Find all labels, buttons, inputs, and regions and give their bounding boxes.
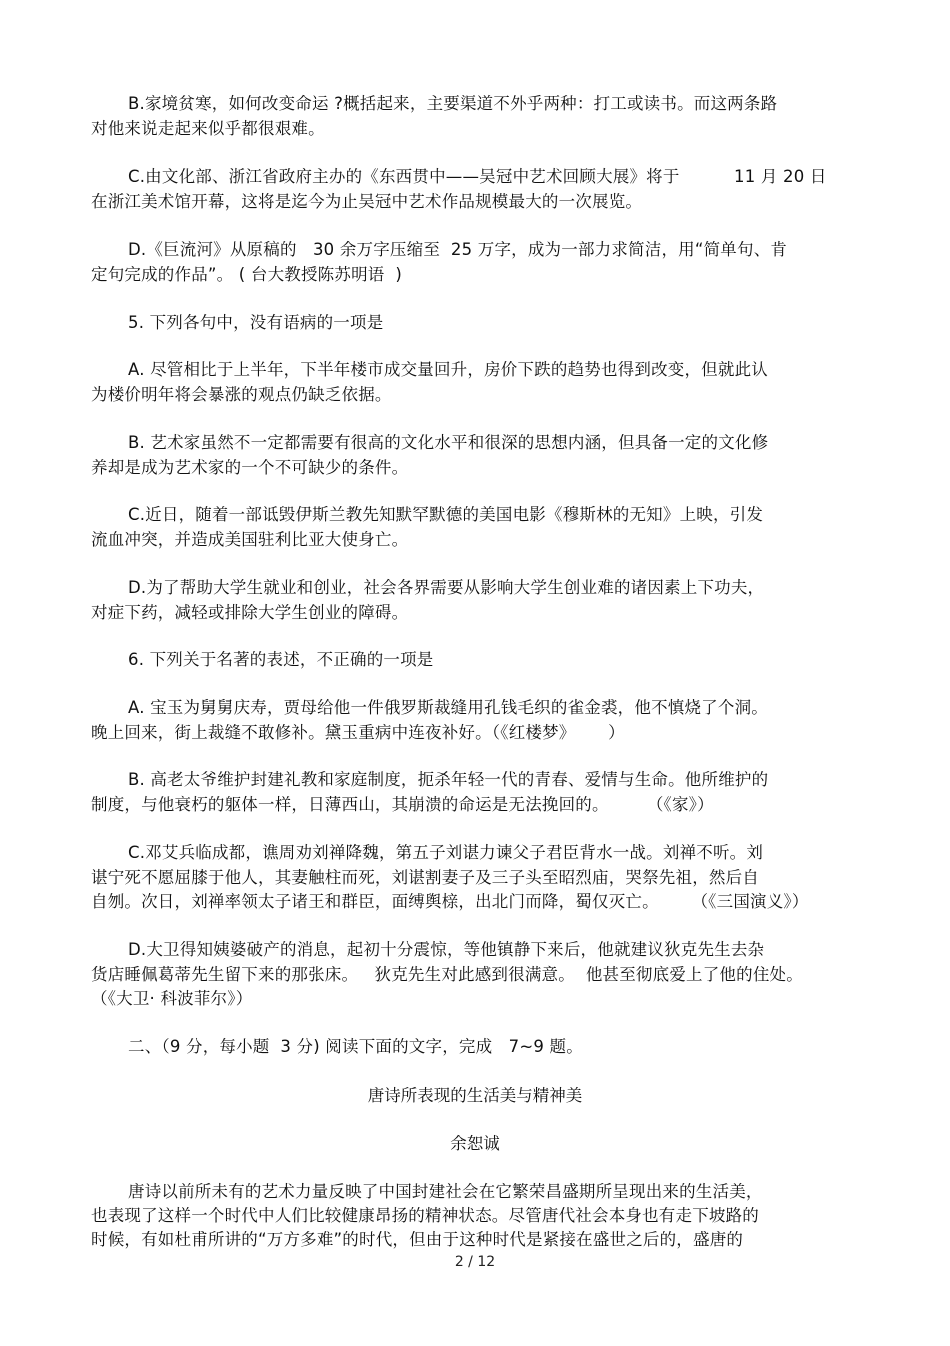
text-line: 定句完成的作品”。 ( 台大教授陈苏明语 ) (91, 265, 403, 284)
text-line: 流血冲突，并造成美国驻利比亚大使身亡。 (91, 530, 409, 549)
text-line: C.近日，随着一部诋毁伊斯兰教先知默罕默德的美国电影《穆斯林的无知》上映，引发 (128, 505, 764, 524)
text-line: C.由文化部、浙江省政府主办的《东西贯中——吴冠中艺术回顾大展》将于 11 月 20 日 (128, 167, 827, 186)
question-5-stem: 5. 下列各句中，没有语病的一项是 (128, 313, 384, 332)
text-line: B. 艺术家虽然不一定都需要有很高的文化水平和很深的思想内涵，但具备一定的文化修 (128, 433, 769, 452)
text-line: D.为了帮助大学生就业和创业，社会各界需要从影响大学生创业难的诸因素上下功夫， (128, 578, 765, 597)
text-line: 也表现了这样一个时代中人们比较健康昂扬的精神状态。尽管唐代社会本身也有走下坡路的 (91, 1206, 759, 1225)
text-line: 晚上回来，街上裁缝不敢修补。黛玉重病中连夜补好。（《红楼梦》 ） (91, 723, 625, 742)
article-author: 余恕诚 (450, 1134, 500, 1153)
text-line: 养却是成为艺术家的一个不可缺少的条件。 (91, 458, 409, 477)
text-line: 制度，与他衰朽的躯体一样，日薄西山，其崩溃的命运是无法挽回的。 （《家》） (91, 795, 714, 814)
text-line: B.家境贫寒，如何改变命运 ?概括起来，主要渠道不外乎两种：打工或读书。而这两条路 (128, 94, 778, 113)
text-line: 货店睡佩葛蒂先生留下来的那张床。 狄克先生对此感到很满意。 他甚至彻底爱上了他的住处。 (91, 965, 803, 984)
text-line: D.大卫得知姨婆破产的消息，起初十分震惊，等他镇静下来后，他就建议狄克先生去杂 (128, 940, 765, 959)
text-line: A. 尽管相比于上半年，下半年楼市成交量回升，房价下跌的趋势也得到改变，但就此认 (128, 360, 768, 379)
text-line: 为楼价明年将会暴涨的观点仍缺乏依据。 (91, 385, 392, 404)
text-line: 唐诗以前所未有的艺术力量反映了中国封建社会在它繁荣昌盛期所呈现出来的生活美， (128, 1182, 763, 1201)
section-heading: 二、（9 分，每小题 3 分) 阅读下面的文字，完成 7~9 题。 (128, 1037, 583, 1056)
question-6-stem: 6. 下列关于名著的表述，不正确的一项是 (128, 650, 434, 669)
text-line: 对他来说走起来似乎都很艰难。 (91, 119, 325, 138)
text-line: 时候，有如杜甫所讲的“万方多难”的时代，但由于这种时代是紧接在盛世之后的，盛唐的 (91, 1230, 744, 1249)
article-title: 唐诗所表现的生活美与精神美 (367, 1086, 583, 1105)
text-line: 对症下药，减轻或排除大学生创业的障碍。 (91, 603, 409, 622)
text-line: C.邓艾兵临成都，谯周劝刘禅降魏，第五子刘谌力谏父子君臣背水一战。刘禅不听。刘 (128, 843, 764, 862)
text-line: 在浙江美术馆开幕，这将是迄今为止吴冠中艺术作品规模最大的一次展览。 (91, 192, 643, 211)
text-line: 谌宁死不愿屈膝于他人，其妻触柱而死，刘谌割妻子及三子头至昭烈庙，哭祭先祖，然后自 (91, 868, 759, 887)
text-line: A. 宝玉为舅舅庆寿，贾母给他一件俄罗斯裁缝用孔钱毛织的雀金裘，他不慎烧了个洞。 (128, 698, 768, 717)
text-line: 自刎。次日，刘禅率领太子诸王和群臣，面缚舆榇，出北门而降，蜀仅灭亡。 （《三国演义》） (91, 892, 809, 911)
text-line: B. 高老太爷维护封建礼教和家庭制度，扼杀年轻一代的青春、爱情与生命。他所维护的 (128, 770, 769, 789)
page-number: 2 / 12 (454, 1254, 496, 1270)
text-line: D.《巨流河》从原稿的 30 余万字压缩至 25 万字，成为一部力求简洁，用“简单句、肯 (128, 240, 788, 259)
text-line: （《大卫· 科波菲尔》） (91, 989, 253, 1008)
